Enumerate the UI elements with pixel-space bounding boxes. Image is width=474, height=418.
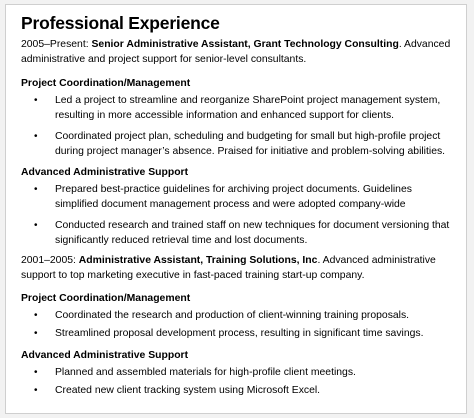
list-item xyxy=(21,94,457,123)
list-item-text: Led a project to streamline and reorganize SharePoint project management system, resulting in more accessible information and enhanced support for clients. xyxy=(55,95,441,121)
list-item xyxy=(21,309,457,324)
bullet-icon: • xyxy=(34,184,38,195)
document-page xyxy=(5,4,467,414)
job-dates: 2001–2005: xyxy=(21,255,76,266)
list-item-text: Conducted research and trained staff on new techniques for document versioning that significantly reduced retrieval time and lost documents. xyxy=(55,220,450,246)
list-item xyxy=(21,366,457,381)
bullet-list xyxy=(21,309,457,341)
bullet-list xyxy=(21,366,457,398)
list-item-text: Coordinated the research and production of client-winning training proposals. xyxy=(55,310,410,321)
list-item xyxy=(21,219,457,248)
list-item xyxy=(21,130,457,159)
bullet-icon: • xyxy=(34,95,38,106)
bullet-icon: • xyxy=(34,327,38,339)
bullet-list xyxy=(21,183,457,248)
list-item xyxy=(21,183,457,212)
list-item-text: Streamlined proposal development process, resulting in significant time savings. xyxy=(55,327,424,339)
subsection-heading: Project Coordination/Management xyxy=(21,293,191,304)
bullet-icon: • xyxy=(34,367,38,378)
job-entry-1 xyxy=(21,38,457,67)
job-summary: . Advanced administrative and project support for senior-level consultants. xyxy=(21,39,451,65)
job-title: Administrative Assistant, Training Solutions, Inc xyxy=(78,255,318,266)
bullet-list xyxy=(21,94,457,159)
bullet-icon: • xyxy=(34,384,38,396)
job-dates: 2005–Present: xyxy=(21,39,89,50)
job-title: Senior Administrative Assistant, Grant Technology Consulting xyxy=(91,39,399,50)
bullet-icon: • xyxy=(34,131,38,142)
list-item-text: Created new client tracking system using Microsoft Excel. xyxy=(55,384,321,396)
job-entry-2 xyxy=(21,254,457,283)
list-item xyxy=(21,384,457,399)
section-heading: Professional Experience xyxy=(21,13,220,33)
job-summary: . Advanced administrative support to top marketing executive in fast-paced training start-up company. xyxy=(21,255,436,281)
list-item-text: Coordinated project plan, scheduling and budgeting for small but high-profile project during project manager’s absence. Praised for initiative and problem-solving abilities. xyxy=(55,131,446,157)
list-item-text: Prepared best-practice guidelines for archiving project documents. Guidelines simplified document management process and were adopted company-wide xyxy=(55,184,412,210)
resume-content xyxy=(21,12,457,401)
list-item xyxy=(21,327,457,342)
subsection-heading: Project Coordination/Management xyxy=(21,78,191,89)
bullet-icon: • xyxy=(34,220,38,231)
list-item-text: Planned and assembled materials for high-profile client meetings. xyxy=(55,367,356,378)
subsection-heading: Advanced Administrative Support xyxy=(21,167,189,178)
subsection-heading: Advanced Administrative Support xyxy=(21,350,189,361)
bullet-icon: • xyxy=(34,310,38,321)
